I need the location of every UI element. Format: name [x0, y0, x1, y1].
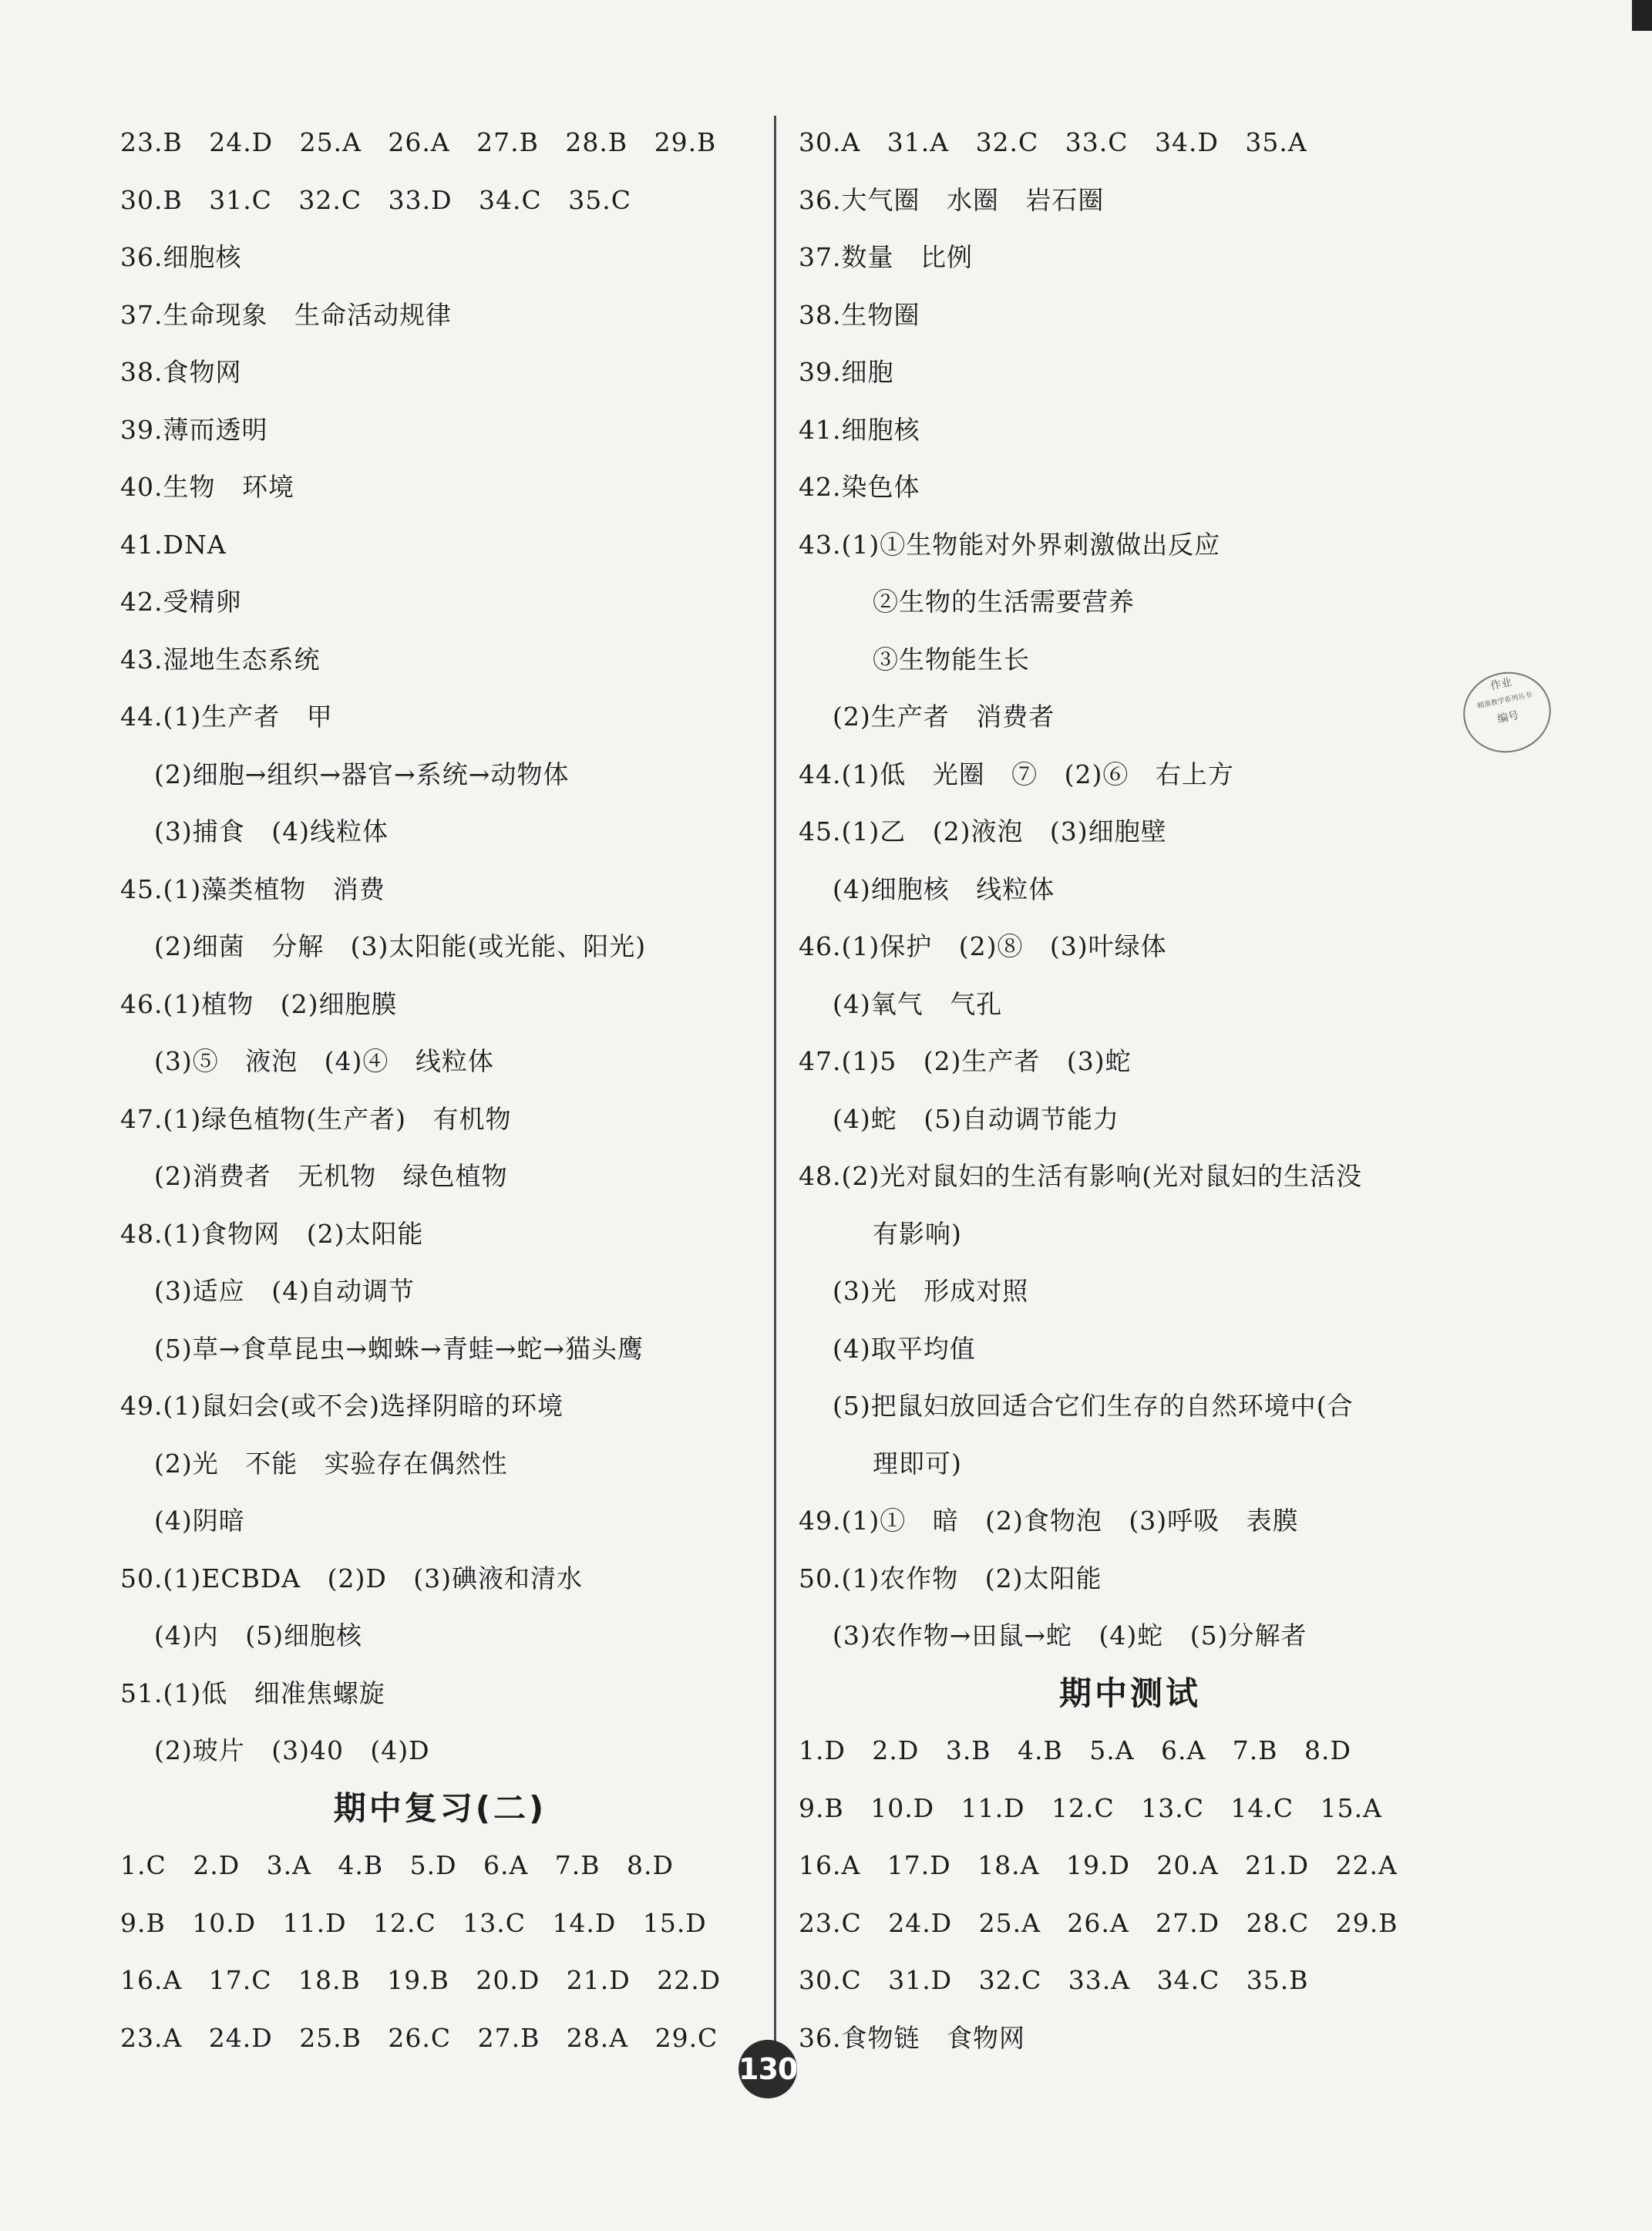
right-answer-line: 38.生物圈: [799, 299, 920, 330]
left-answer-line: 49.(1)鼠妇会(或不会)选择阴暗的环境: [120, 1391, 564, 1421]
left-answer-line: 47.(1)绿色植物(生产者) 有机物: [120, 1103, 512, 1134]
right-answer-line: 41.细胞核: [799, 414, 920, 445]
left-answer-line: 51.(1)低 细准焦螺旋: [120, 1677, 385, 1708]
left-answer-line: (2)消费者 无机物 绿色植物: [154, 1161, 508, 1191]
right-answer-line: 44.(1)低 光圈 ⑦ (2)⑥ 右上方: [799, 759, 1234, 789]
right-answer-line: 42.染色体: [799, 472, 920, 502]
right-answer-line: (5)把鼠妇放回适合它们生存的自然环境中(合: [833, 1391, 1354, 1421]
column-divider: [774, 116, 776, 2064]
right-answer-line: 49.(1)① 暗 (2)食物泡 (3)呼吸 表膜: [799, 1506, 1299, 1536]
right-answer-line: (3)农作物→田鼠→蛇 (4)蛇 (5)分解者: [833, 1620, 1307, 1651]
left-answer-line: (2)玻片 (3)40 (4)D: [154, 1735, 430, 1765]
left-answer-line: 50.(1)ECBDA (2)D (3)碘液和清水: [120, 1563, 583, 1593]
right-answer-line: 30.A 31.A 32.C 33.C 34.D 35.A: [799, 127, 1307, 157]
right-answer-line: 36.食物链 食物网: [799, 2022, 1025, 2053]
section-heading: 期中测试: [1058, 1674, 1201, 1712]
right-answer-line: 16.A 17.D 18.A 19.D 20.A 21.D 22.A: [799, 1850, 1398, 1880]
left-answer-line: 46.(1)植物 (2)细胞膜: [120, 988, 398, 1019]
right-answer-line: 46.(1)保护 (2)⑧ (3)叶绿体: [799, 931, 1167, 961]
left-answer-line: (3)适应 (4)自动调节: [154, 1276, 415, 1306]
stamp-seal: [1455, 664, 1558, 760]
right-answer-line: 23.C 24.D 25.A 26.A 27.D 28.C 29.B: [799, 1907, 1398, 1938]
left-answer-line: 48.(1)食物网 (2)太阳能: [120, 1218, 424, 1249]
section-heading: 期中复习(二): [333, 1789, 547, 1827]
left-answer-line: (4)阴暗: [154, 1506, 245, 1536]
left-answer-line: 42.受精卵: [120, 587, 242, 617]
right-answer-line: 36.大气圈 水圈 岩石圈: [799, 184, 1105, 215]
right-answer-line: (4)取平均值: [833, 1333, 976, 1364]
left-answer-line: (3)捕食 (4)线粒体: [154, 816, 389, 846]
left-answer-line: 41.DNA: [120, 529, 227, 560]
right-answer-line: 1.D 2.D 3.B 4.B 5.A 6.A 7.B 8.D: [799, 1735, 1351, 1765]
right-answer-line: 43.(1)①生物能对外界刺激做出反应: [799, 529, 1221, 560]
left-answer-line: (2)细菌 分解 (3)太阳能(或光能、阳光): [154, 931, 647, 961]
right-answer-line: 47.(1)5 (2)生产者 (3)蛇: [799, 1046, 1132, 1076]
right-answer-line: 理即可): [873, 1448, 962, 1479]
right-answer-line: 45.(1)乙 (2)液泡 (3)细胞壁: [799, 816, 1167, 846]
stamp-middle-text: 精准教学系列丛书: [1476, 691, 1533, 711]
left-answer-line: 23.A 24.D 25.B 26.C 27.B 28.A 29.C: [120, 2022, 718, 2053]
left-answer-line: 39.薄而透明: [120, 414, 268, 445]
left-answer-line: 40.生物 环境: [120, 472, 294, 502]
right-answer-line: 48.(2)光对鼠妇的生活有影响(光对鼠妇的生活没: [799, 1161, 1363, 1191]
left-answer-line: 23.B 24.D 25.A 26.A 27.B 28.B 29.B: [120, 127, 717, 157]
right-answer-line: ②生物的生活需要营养: [873, 587, 1135, 617]
left-answer-column: [120, 114, 760, 2067]
right-answer-line: (4)蛇 (5)自动调节能力: [833, 1103, 1119, 1134]
left-answer-line: (5)草→食草昆虫→蜘蛛→青蛙→蛇→猫头鹰: [154, 1333, 644, 1364]
right-answer-line: 37.数量 比例: [799, 242, 973, 272]
left-answer-line: 37.生命现象 生命活动规律: [120, 299, 452, 330]
left-answer-line: 38.食物网: [120, 357, 242, 387]
right-answer-line: 39.细胞: [799, 357, 894, 387]
left-answer-line: 45.(1)藻类植物 消费: [120, 873, 385, 904]
right-answer-line: 50.(1)农作物 (2)太阳能: [799, 1563, 1102, 1593]
right-answer-column: [799, 114, 1462, 2067]
right-answer-line: 9.B 10.D 11.D 12.C 13.C 14.C 15.A: [799, 1792, 1382, 1823]
left-answer-line: 9.B 10.D 11.D 12.C 13.C 14.D 15.D: [120, 1907, 707, 1938]
page-edge-mark: [1632, 0, 1652, 31]
left-answer-line: 30.B 31.C 32.C 33.D 34.C 35.C: [120, 184, 631, 215]
page-number: 130: [739, 2040, 797, 2098]
left-answer-line: (3)⑤ 液泡 (4)④ 线粒体: [154, 1046, 494, 1076]
stamp-bottom-text: 编号: [1496, 709, 1520, 726]
stamp-top-text: 作业: [1489, 676, 1513, 693]
right-answer-line: (2)生产者 消费者: [833, 702, 1055, 732]
left-answer-line: 36.细胞核: [120, 242, 242, 272]
right-answer-line: (3)光 形成对照: [833, 1276, 1029, 1306]
left-answer-line: 43.湿地生态系统: [120, 644, 321, 675]
right-answer-line: 30.C 31.D 32.C 33.A 34.C 35.B: [799, 1965, 1309, 1995]
left-answer-line: (2)光 不能 实验存在偶然性: [154, 1448, 508, 1479]
left-answer-line: (2)细胞→组织→器官→系统→动物体: [154, 759, 570, 789]
left-answer-line: 16.A 17.C 18.B 19.B 20.D 21.D 22.D: [120, 1965, 722, 1995]
right-answer-line: ③生物能生长: [873, 644, 1030, 675]
left-answer-line: (4)内 (5)细胞核: [154, 1620, 362, 1651]
right-answer-line: 有影响): [873, 1218, 962, 1249]
right-answer-line: (4)氧气 气孔: [833, 988, 1003, 1019]
left-answer-line: 44.(1)生产者 甲: [120, 702, 333, 732]
left-answer-line: 1.C 2.D 3.A 4.B 5.D 6.A 7.B 8.D: [120, 1850, 674, 1880]
right-answer-line: (4)细胞核 线粒体: [833, 873, 1055, 904]
